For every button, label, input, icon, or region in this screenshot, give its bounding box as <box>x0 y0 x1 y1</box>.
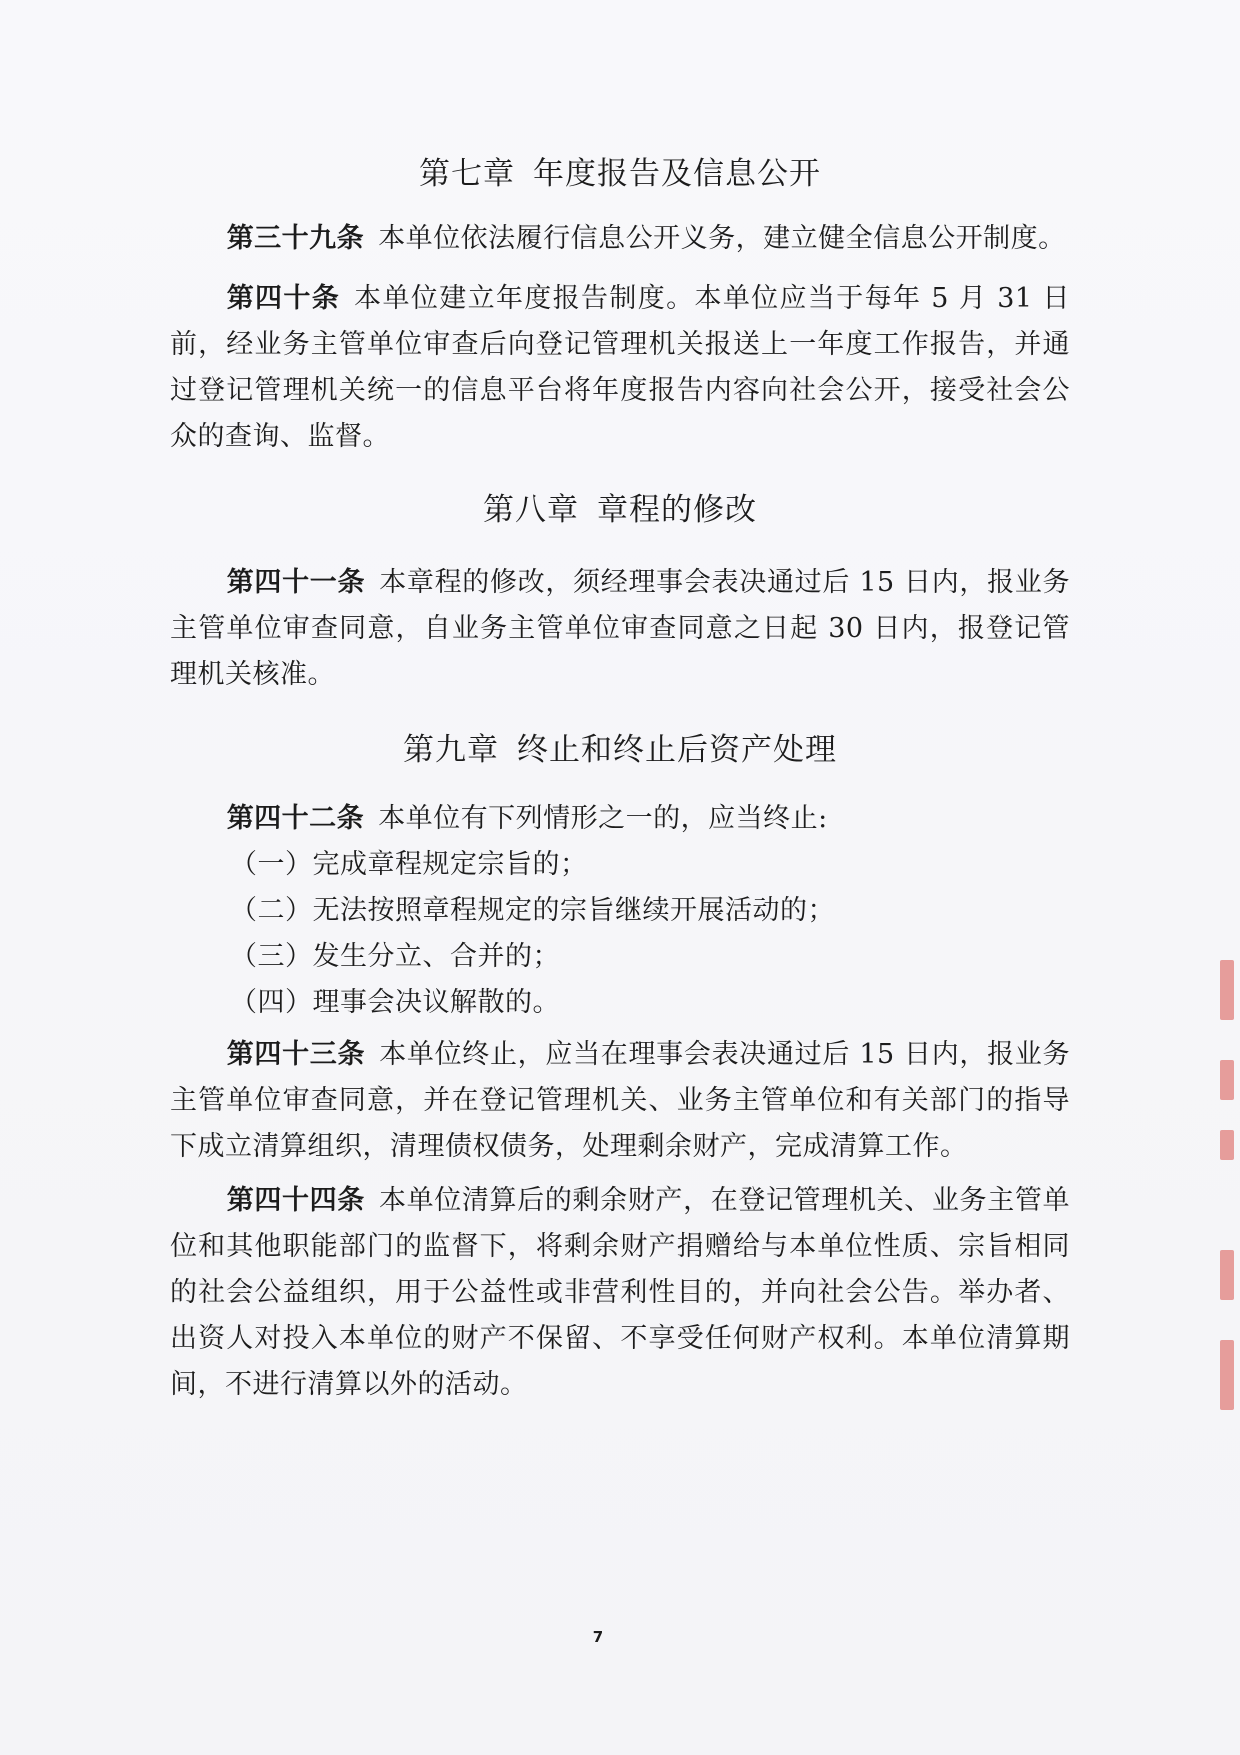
chapter-title: 年度报告及信息公开 <box>533 156 821 192</box>
seal-stamp-edge <box>1214 960 1240 1430</box>
chapter-title: 终止和终止后资产处理 <box>517 732 837 768</box>
article-44 <box>170 1178 1070 1408</box>
article-text: 本单位依法履行信息公开义务，建立健全信息公开制度。 <box>378 223 1066 254</box>
chapter-number: 第七章 <box>419 156 515 192</box>
article-text: 本章程的修改，须经理事会表决通过后 15 日内，报业务主管单位审查同意，自业务主管单位审查同意之日起 30 日内，报登记管理机关核准。 <box>170 567 1070 690</box>
list-item: （一）完成章程规定宗旨的； <box>230 849 588 880</box>
article-label: 第四十条 <box>226 283 341 314</box>
list-item: （二）无法按照章程规定的宗旨继续开展活动的； <box>230 895 835 926</box>
chapter-title: 章程的修改 <box>597 492 757 528</box>
chapter-heading-7 <box>170 150 1070 198</box>
article-39 <box>170 216 1070 262</box>
article-text: 本单位终止，应当在理事会表决通过后 15 日内，报业务主管单位审查同意，并在登记管理机关、业务主管单位和有关部门的指导下成立清算组织，清理债权债务，处理剩余财产，完成清算工作。 <box>170 1039 1070 1162</box>
page-number: 7 <box>592 1628 604 1646</box>
article-43 <box>170 1032 1070 1170</box>
article-label: 第四十四条 <box>226 1185 365 1216</box>
chapter-heading-8 <box>170 486 1070 534</box>
article-label: 第四十二条 <box>226 803 365 834</box>
article-label: 第四十三条 <box>226 1039 366 1070</box>
article-40 <box>170 276 1070 460</box>
list-item: （四）理事会决议解散的。 <box>230 987 560 1018</box>
article-label: 第四十一条 <box>226 567 366 598</box>
article-41 <box>170 560 1070 698</box>
chapter-heading-9 <box>170 726 1070 774</box>
chapter-number: 第九章 <box>403 732 499 768</box>
list-item: （三）发生分立、合并的； <box>230 941 560 972</box>
chapter-number: 第八章 <box>483 492 579 528</box>
article-label: 第三十九条 <box>226 223 365 254</box>
document-body <box>170 150 1070 1408</box>
article-text: 本单位有下列情形之一的，应当终止: <box>378 803 828 834</box>
article-text: 本单位清算后的剩余财产，在登记管理机关、业务主管单位和其他职能部门的监督下，将剩余财产捐赠给与本单位性质、宗旨相同的社会公益组织，用于公益性或非营利性目的，并向社会公告。举办者、出资人对投入本单位的财产不保留、不享受任何财产权利。本单位清算期间，不进行清算以外的活动。 <box>170 1185 1071 1400</box>
article-text: 本单位建立年度报告制度。本单位应当于每年 5 月 31 日前，经业务主管单位审查后向登记管理机关报送上一年度工作报告，并通过登记管理机关统一的信息平台将年度报告内容向社会公开，接受社会公众的查询、监督。 <box>170 283 1071 452</box>
article-42 <box>170 796 1070 842</box>
